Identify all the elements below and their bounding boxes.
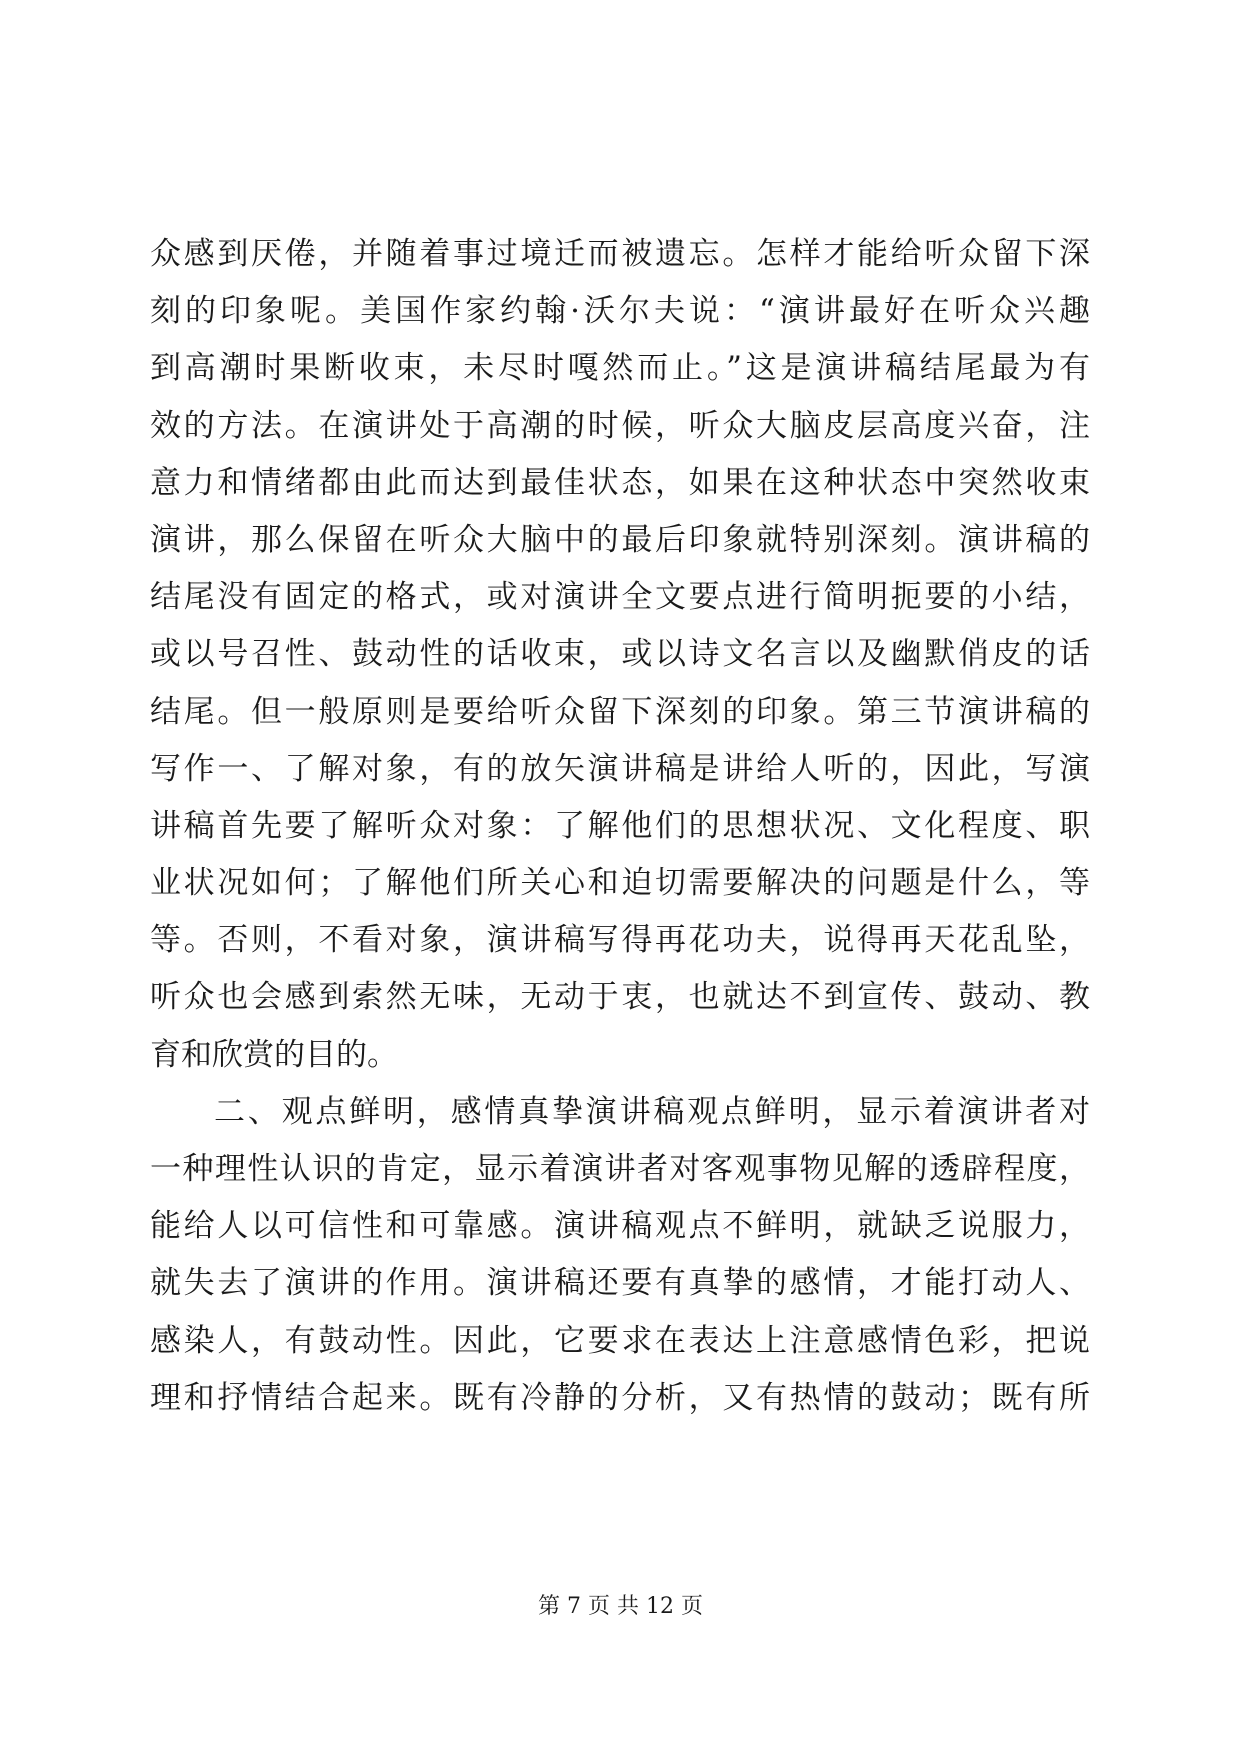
paragraph-line: 理和抒情结合起来。既有冷静的分析，又有热情的鼓动；既有所 [150,1379,1090,1416]
paragraph-line: 结尾没有固定的格式，或对演讲全文要点进行简明扼要的小结， [150,579,1090,616]
paragraph-line: 结尾。但一般原则是要给听众留下深刻的印象。第三节演讲稿的 [150,693,1090,730]
body-text [150,226,1090,1427]
paragraph-line: 意力和情绪都由此而达到最佳状态，如果在这种状态中突然收束 [150,464,1090,501]
paragraph-line: 业状况如何；了解他们所关心和迫切需要解决的问题是什么，等 [150,865,1090,902]
paragraph-line: 就失去了演讲的作用。演讲稿还要有真挚的感情，才能打动人、 [150,1265,1090,1302]
paragraph-line: 写作一、了解对象，有的放矢演讲稿是讲给人听的，因此，写演 [150,750,1090,787]
paragraph-line: 一种理性认识的肯定，显示着演讲者对客观事物见解的透辟程度， [150,1151,1090,1187]
page-footer: 第 7 页 共 12 页 [538,1594,703,1619]
paragraph-line: 讲稿首先要了解听众对象：了解他们的思想状况、文化程度、职 [150,807,1090,844]
paragraph-line: 育和欣赏的目的。 [150,1036,398,1073]
paragraph-line: 众感到厌倦，并随着事过境迁而被遗忘。怎样才能给听众留下深 [150,236,1090,272]
paragraph-line: 或以号召性、鼓动性的话收束，或以诗文名言以及幽默俏皮的话 [150,636,1090,673]
paragraph-line: 到高潮时果断收束，未尽时嘎然而止。”这是演讲稿结尾最为有 [150,350,1090,387]
paragraph-line: 听众也会感到索然无味，无动于衷，也就达不到宣传、鼓动、教 [150,979,1090,1016]
paragraph-line: 效的方法。在演讲处于高潮的时候，听众大脑皮层高度兴奋，注 [150,407,1090,444]
paragraph-line: 演讲，那么保留在听众大脑中的最后印象就特别深刻。演讲稿的 [150,521,1090,558]
paragraph-line: 能给人以可信性和可靠感。演讲稿观点不鲜明，就缺乏说服力， [150,1208,1090,1245]
paragraph-line: 刻的印象呢。美国作家约翰·沃尔夫说：“演讲最好在听众兴趣 [150,293,1090,330]
paragraph-line: 等。否则，不看对象，演讲稿写得再花功夫，说得再天花乱坠， [150,922,1090,959]
paragraph-line: 感染人，有鼓动性。因此，它要求在表达上注意感情色彩，把说 [150,1322,1090,1359]
paragraph-line: 二、观点鲜明，感情真挚演讲稿观点鲜明，显示着演讲者对 [214,1093,1090,1130]
